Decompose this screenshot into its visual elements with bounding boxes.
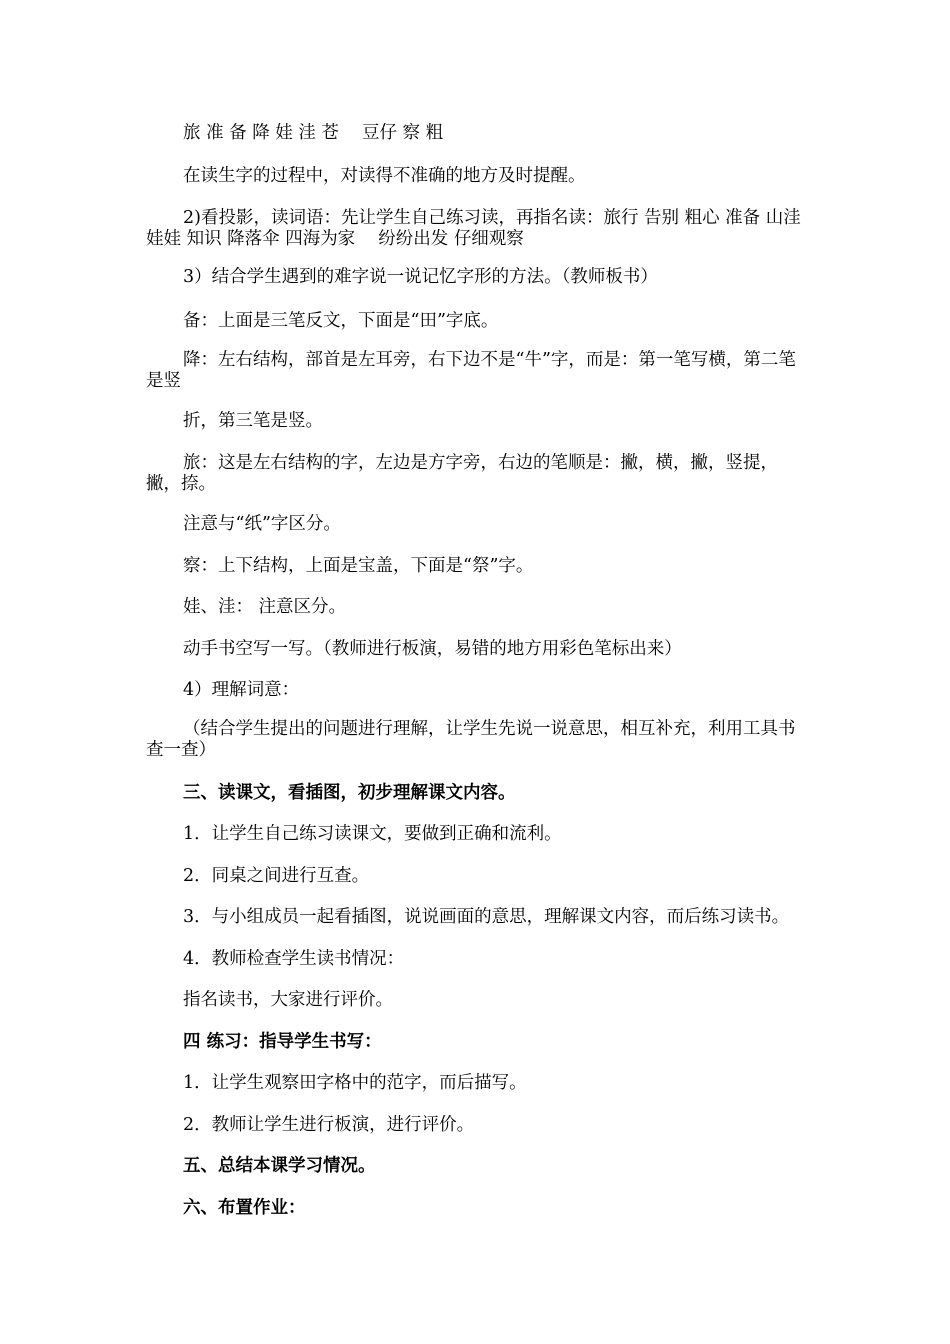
character-list: 旅 准 备 降 娃 洼 苍 豆仔 察 粗	[183, 123, 444, 143]
paragraph: 备：上面是三笔反文，下面是“田”字底。	[183, 311, 499, 331]
section-heading: 六、布置作业：	[183, 1198, 306, 1218]
section-heading: 五、总结本课学习情况。	[183, 1156, 376, 1176]
list-item: 4．教师检查学生读书情况：	[183, 949, 405, 969]
list-item: 1．让学生自己练习读课文，要做到正确和流利。	[183, 824, 562, 844]
list-item: 2．同桌之间进行互查。	[183, 866, 370, 886]
paragraph: 注意与“纸”字区分。	[183, 514, 341, 534]
paragraph: 动手书空写一写。（教师进行板演，易错的地方用彩色笔标出来）	[183, 639, 682, 659]
paragraph: （结合学生提出的问题进行理解，让学生先说一说意思，相互补充，利用工具书查一查）	[146, 719, 796, 760]
paragraph: 3）结合学生遇到的难字说一说记忆字形的方法。（教师板书）	[183, 267, 658, 287]
list-item: 2．教师让学生进行板演，进行评价。	[183, 1115, 475, 1135]
paragraph: 察：上下结构，上面是宝盖，下面是“祭”字。	[183, 556, 534, 576]
paragraph: 2)看投影，读词语：先让学生自己练习读，再指名读：旅行 告别 粗心 准备 山洼 娃娃 知识 降落伞 四海为家 纷纷出发 仔细观察	[146, 208, 801, 249]
list-item: 3．与小组成员一起看插图，说说画面的意思，理解课文内容，而后练习读书。	[183, 907, 790, 927]
section-heading: 四 练习：指导学生书写：	[183, 1032, 382, 1052]
paragraph: 4）理解词意：	[183, 680, 300, 700]
paragraph: 在读生字的过程中，对读得不准确的地方及时提醒。	[183, 166, 586, 186]
paragraph: 折，第三笔是竖。	[183, 411, 323, 431]
paragraph: 指名读书，大家进行评价。	[183, 990, 393, 1010]
paragraph: 旅：这是左右结构的字，左边是方字旁，右边的笔顺是：撇，横，撇，竖提，撇，捺。	[146, 453, 778, 494]
paragraph: 降：左右结构，部首是左耳旁，右下边不是“牛”字，而是：第一笔写横，第二笔是竖	[146, 350, 796, 391]
section-heading: 三、读课文，看插图，初步理解课文内容。	[183, 783, 516, 803]
paragraph: 娃、洼： 注意区分。	[183, 597, 347, 617]
list-item: 1．让学生观察田字格中的范字，而后描写。	[183, 1073, 527, 1093]
